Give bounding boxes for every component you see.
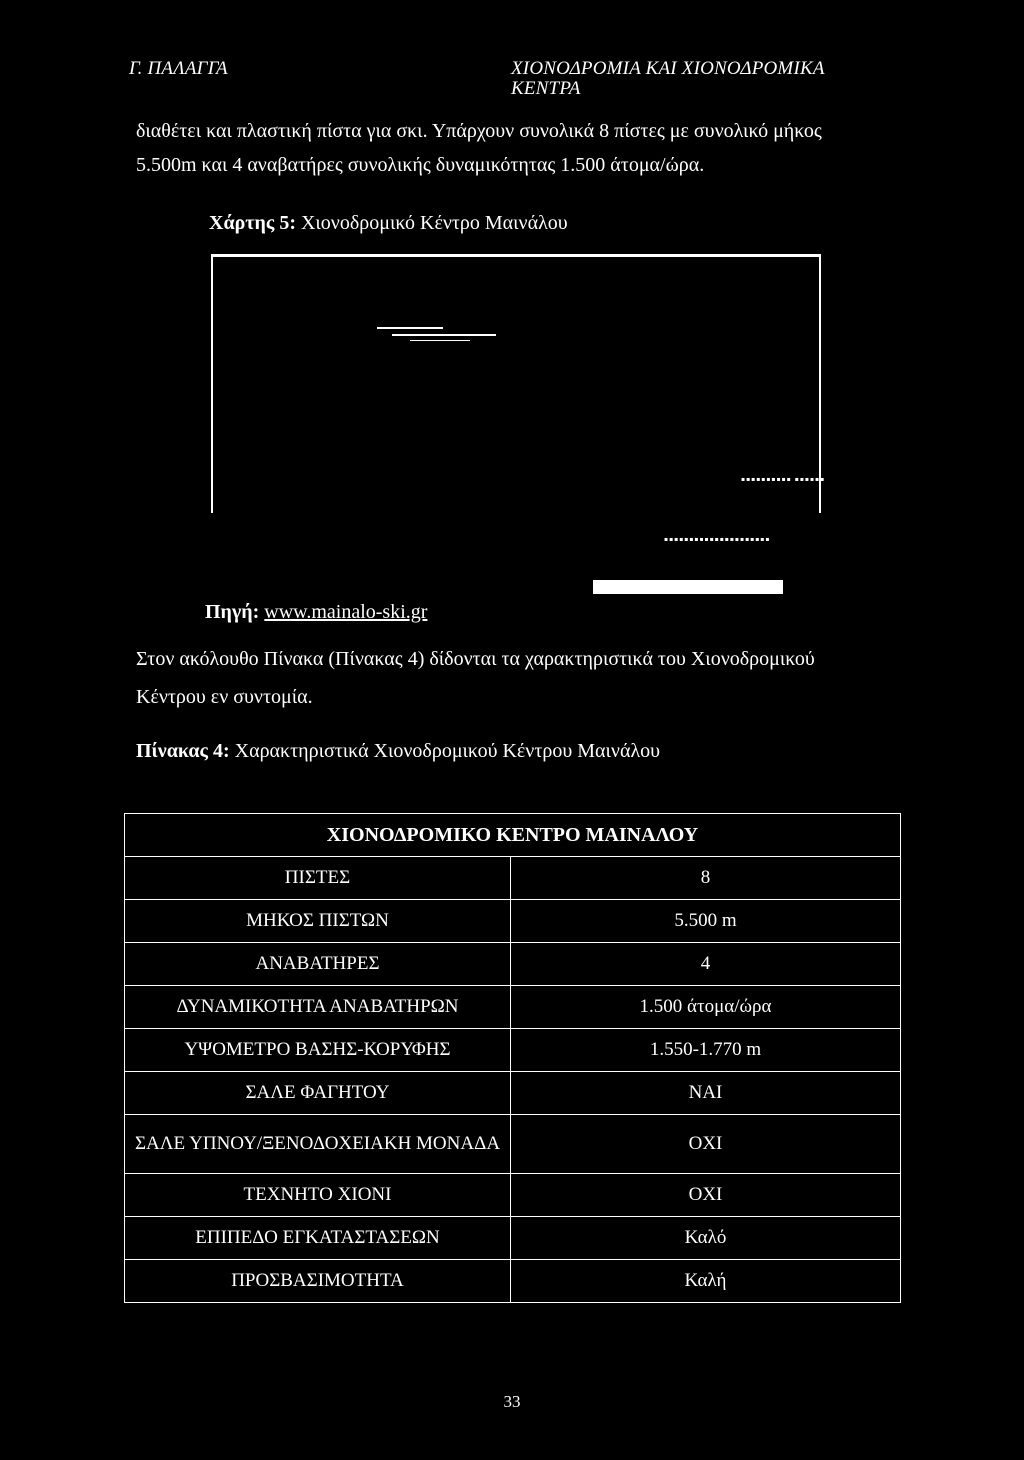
row-value: 1.500 άτομα/ώρα <box>511 986 901 1029</box>
row-value: ΟΧΙ <box>511 1174 901 1217</box>
map-legend-text-2: ▪▪▪▪▪▪▪▪▪▪▪▪▪▪▪▪▪▪▪▪▪ <box>664 536 771 543</box>
map-legend-text-1: ▪▪▪▪▪▪▪▪▪▪ ▪▪▪▪▪▪ <box>741 476 826 483</box>
row-label: ΜΗΚΟΣ ΠΙΣΤΩΝ <box>125 900 511 943</box>
map-image-frame <box>211 254 821 513</box>
table-title: ΧΙΟΝΟΔΡΟΜΙΚΟ ΚΕΝΤΡΟ ΜΑΙΝΑΛΟΥ <box>125 814 901 857</box>
row-value: Καλή <box>511 1260 901 1303</box>
row-label: ΠΡΟΣΒΑΣΙΜΟΤΗΤΑ <box>125 1260 511 1303</box>
paragraph-line-2: Κέντρου εν συντομία. <box>136 686 313 708</box>
header-author: Γ. ΠΑΛΑΓΓΑ <box>129 58 228 79</box>
header-title-line1: ΧΙΟΝΟΔΡΟΜΙΑ ΚΑΙ ΧΙΟΝΟΔΡΟΜΙΚΑ <box>511 58 825 79</box>
map-road-mark-3 <box>410 340 470 341</box>
row-value: Καλό <box>511 1217 901 1260</box>
table-row <box>125 1029 901 1072</box>
map-scale-bar <box>593 580 783 594</box>
row-value: 8 <box>511 857 901 900</box>
table-row <box>125 1115 901 1174</box>
row-value: 4 <box>511 943 901 986</box>
table-row <box>125 986 901 1029</box>
table-caption-text: Χαρακτηριστικά Χιονοδρομικού Κέντρου Μαινάλου <box>229 740 661 762</box>
row-label: ΤΕΧΝΗΤΟ ΧΙΟΝΙ <box>125 1174 511 1217</box>
map-road-mark <box>377 327 443 329</box>
table-row <box>125 1217 901 1260</box>
row-label: ΠΙΣΤΕΣ <box>125 857 511 900</box>
paragraph-line-1: Στον ακόλουθο Πίνακα (Πίνακας 4) δίδονται τα χαρακτηριστικά του Χιονοδρομικού <box>136 648 815 670</box>
row-label: ΔΥΝΑΜΙΚΟΤΗΤΑ ΑΝΑΒΑΤΗΡΩΝ <box>125 986 511 1029</box>
row-label: ΣΑΛΕ ΥΠΝΟΥ/ΞΕΝΟΔΟΧΕΙΑΚΗ ΜΟΝΑΔΑ <box>125 1115 511 1174</box>
row-value: 5.500 m <box>511 900 901 943</box>
row-label: ΕΠΙΠΕΔΟ ΕΓΚΑΤΑΣΤΑΣΕΩΝ <box>125 1217 511 1260</box>
header-title-line2: ΚΕΝΤΡΑ <box>511 78 581 99</box>
table-row <box>125 900 901 943</box>
map-source-label: Πηγή: <box>205 601 260 623</box>
row-value: 1.550-1.770 m <box>511 1029 901 1072</box>
table-row <box>125 1072 901 1115</box>
intro-line-1: διαθέτει και πλαστική πίστα για σκι. Υπάρχουν συνολικά 8 πίστες με συνολικό μήκος <box>136 120 822 142</box>
table-row <box>125 943 901 986</box>
map-road-mark-2 <box>392 334 496 336</box>
page-number: 33 <box>503 1392 521 1411</box>
row-label: ΑΝΑΒΑΤΗΡΕΣ <box>125 943 511 986</box>
map-source <box>205 598 427 626</box>
map-source-link[interactable]: www.mainalo-ski.gr <box>264 601 428 623</box>
row-label: ΣΑΛΕ ΦΑΓΗΤΟΥ <box>125 1072 511 1115</box>
row-value: ΟΧΙ <box>511 1115 901 1174</box>
map-caption-label: Χάρτης 5: <box>209 212 296 234</box>
table-row <box>125 1260 901 1303</box>
row-value: ΝΑΙ <box>511 1072 901 1115</box>
map-caption-text: Χιονοδρομικό Κέντρο Μαινάλου <box>295 212 568 234</box>
row-label: ΥΨΟΜΕΤΡΟ ΒΑΣΗΣ-ΚΟΡΥΦΗΣ <box>125 1029 511 1072</box>
characteristics-table <box>124 813 901 1303</box>
table-caption <box>136 737 660 765</box>
intro-line-2: 5.500m και 4 αναβατήρες συνολικής δυναμικότητας 1.500 άτομα/ώρα. <box>136 154 705 176</box>
table-caption-label: Πίνακας 4: <box>136 740 230 762</box>
map-caption <box>209 209 568 237</box>
table-row <box>125 857 901 900</box>
table-row <box>125 1174 901 1217</box>
